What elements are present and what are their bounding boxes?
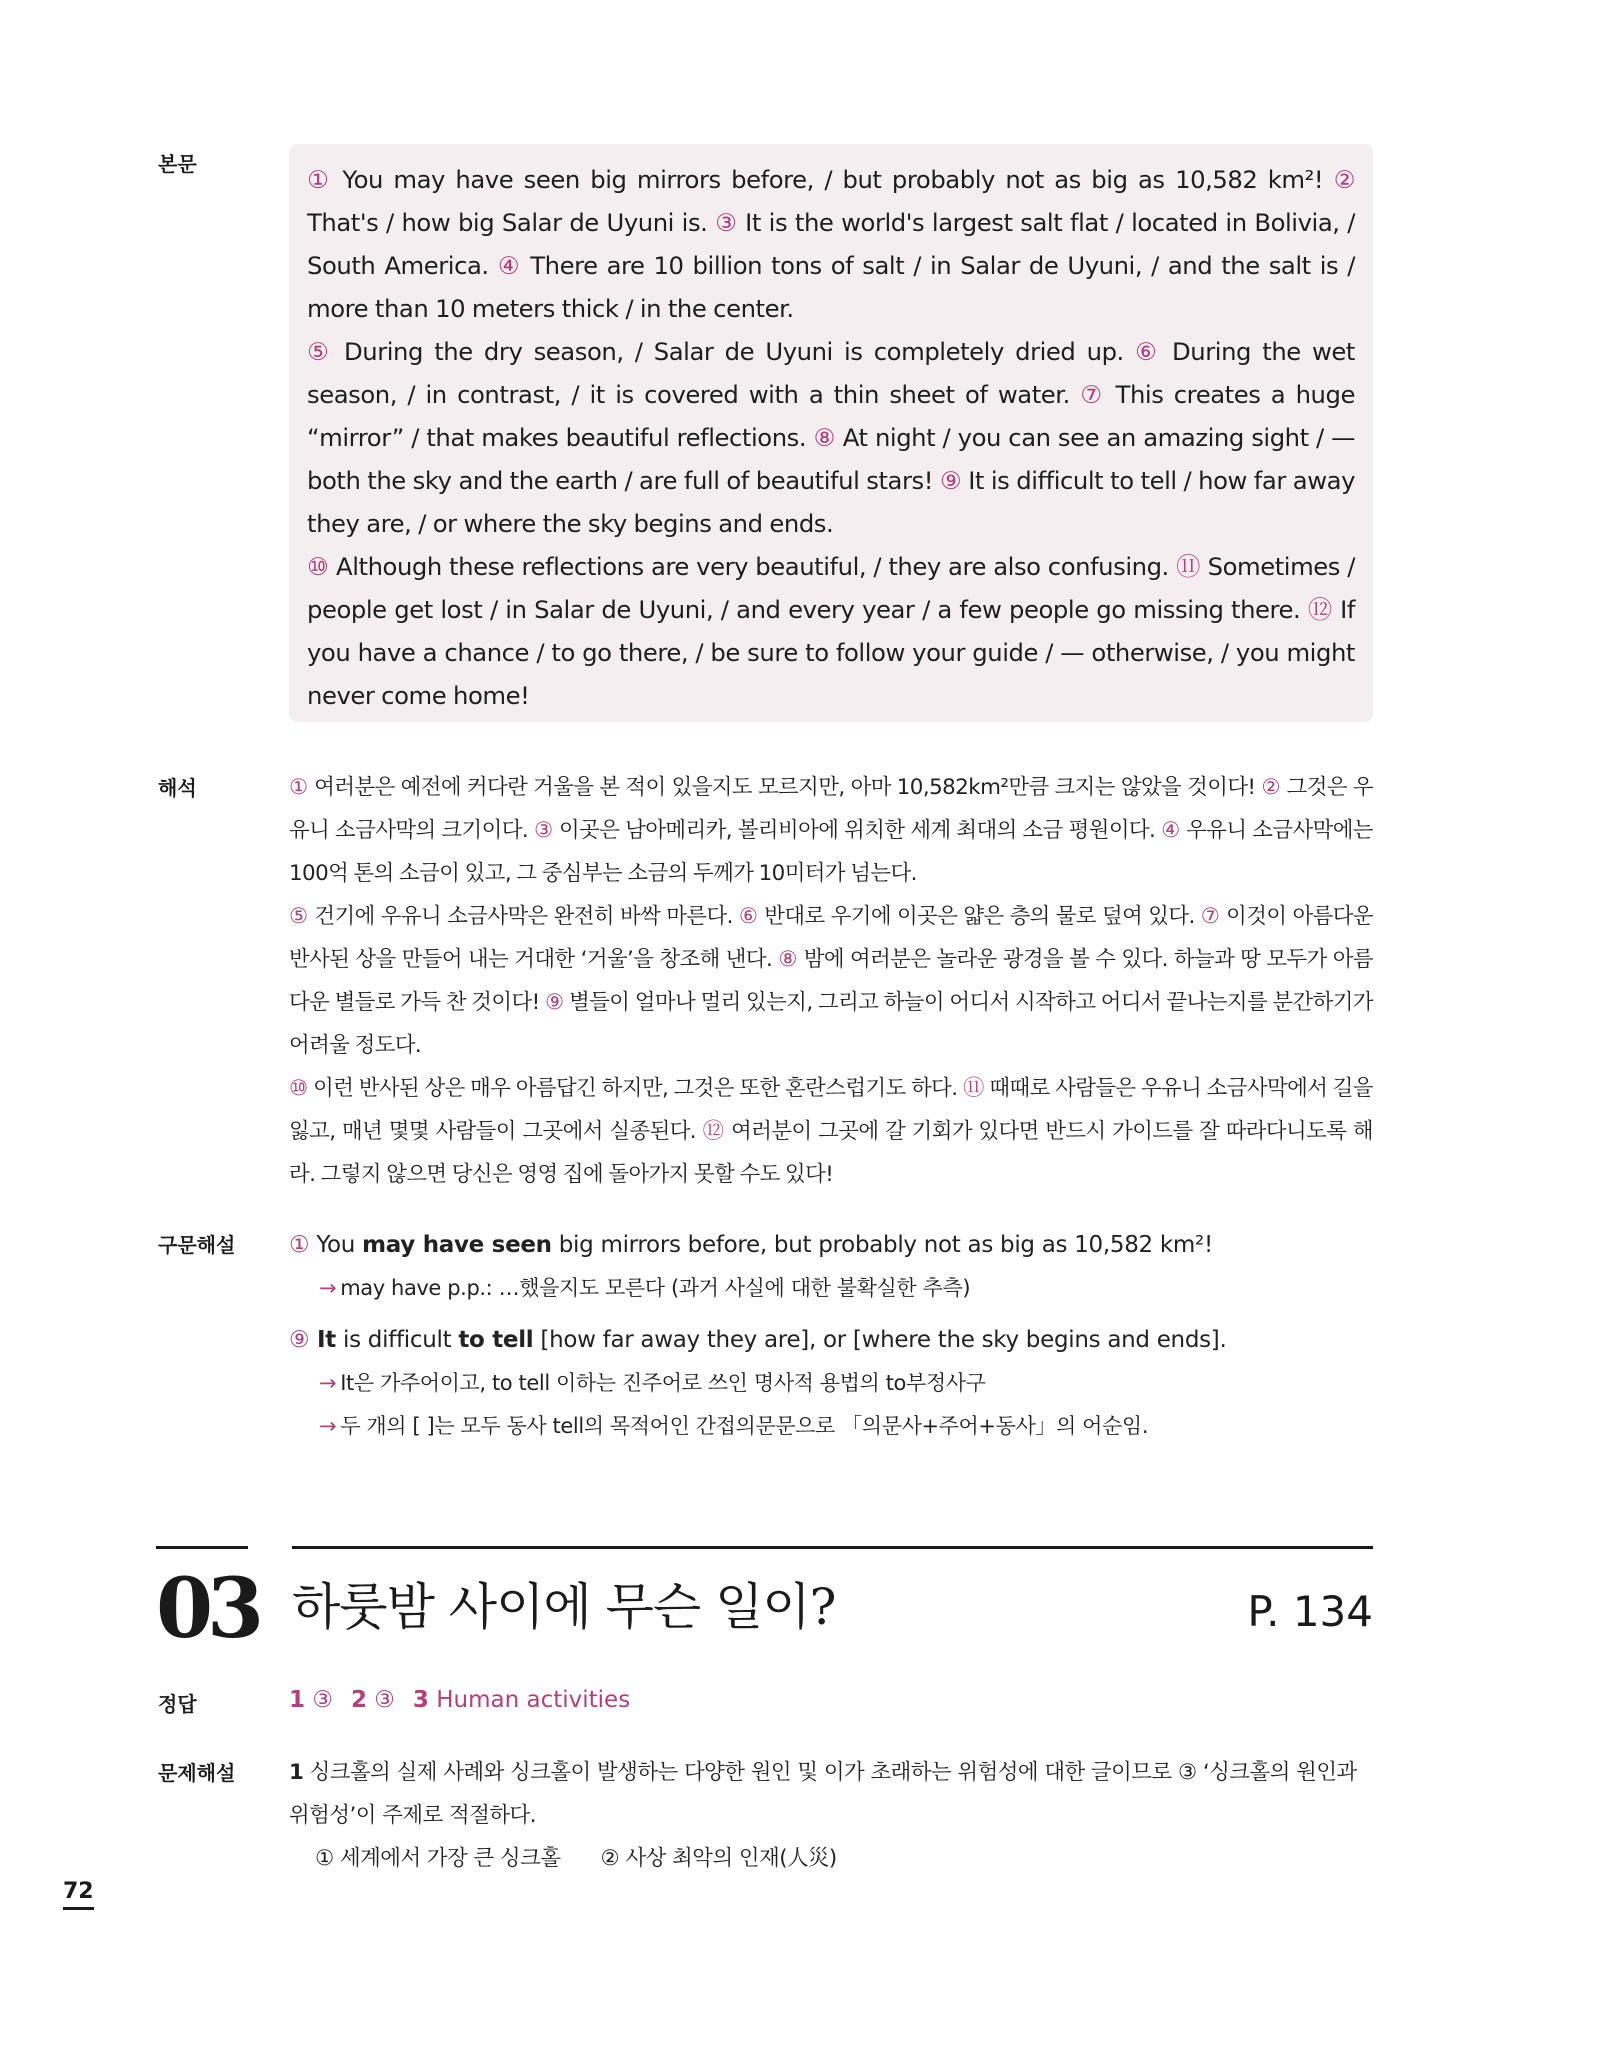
grammar-note: → 두 개의 [ ]는 모두 동사 tell의 목적어인 간접의문문으로 「의문사+주어+동사」의 어순임. <box>319 1414 1149 1438</box>
sentence-text: 밤에 여러분은 놀라운 광경을 볼 수 있다. 하늘과 땅 모두가 아름다운 별들로 가득 찬 것이다! <box>289 947 1373 1015</box>
sentence-text: 때때로 사람들은 우유니 소금사막에서 길을 잃고, 매년 몇몇 사람들이 그곳에서 실종된다. <box>289 1076 1373 1144</box>
sentence-number: ⑫ <box>1307 595 1333 624</box>
sentence-text: You <box>309 1232 363 1258</box>
sentence-number: ① <box>307 165 332 194</box>
answer-number: 2 <box>350 1687 367 1713</box>
sentence-text: There are 10 billion tons of salt / in Salar de Uyuni, / and the salt is / more than 10 meters thick / in the center. <box>307 251 1355 323</box>
grammar-notes <box>289 1224 1389 1448</box>
translation-paragraph <box>289 895 1373 1067</box>
sentence-number: ⑫ <box>702 1119 725 1144</box>
grammar-sentence-1 <box>289 1224 1389 1267</box>
sentence-text: Although these reflections are very beautiful, / they are also confusing. <box>328 552 1177 581</box>
answer-value: Human activities <box>428 1687 631 1713</box>
translation-paragraph <box>289 766 1373 895</box>
sentence-text: big mirrors before, but probably not as big as 10,582 km²! <box>551 1232 1213 1258</box>
sentence-number: ② <box>1261 775 1281 800</box>
sentence-text: 건기에 우유니 소금사막은 완전히 바싹 마른다. <box>308 904 739 929</box>
sentence-text: At night / you can see an amazing sight / — both the sky and the earth / are full of beautiful stars! <box>307 423 1355 495</box>
sentence-text: 이곳은 남아메리카, 볼리비아에 위치한 세계 최대의 소금 평원이다. <box>553 818 1162 843</box>
explanation-options: ① 세계에서 가장 큰 싱크홀 ② 사상 최악의 인재(人災) <box>315 1846 837 1871</box>
passage-paragraph <box>307 158 1355 330</box>
sentence-text: 우유니 소금사막에는 100억 톤의 소금이 있고, 그 중심부는 소금의 두께가 10미터가 넘는다. <box>289 818 1373 886</box>
label-explanation: 문제해설 <box>158 1761 236 1785</box>
grammar-note: → may have p.p.: …했을지도 모른다 (과거 사실에 대한 불확실한 추측) <box>319 1276 971 1300</box>
sentence-text: 여러분이 그곳에 갈 기회가 있다면 반드시 가이드를 잘 따라다니도록 해라. 그렇지 않으면 당신은 영영 집에 돌아가지 못할 수도 있다! <box>289 1119 1373 1187</box>
sentence-number: ② <box>1333 165 1355 194</box>
sentence-number: ⑧ <box>813 423 836 452</box>
sentence-text: If you have a chance / to go there, / be sure to follow your guide / — otherwise, / you might never come home! <box>307 595 1355 710</box>
sentence-text: 별들이 얼마나 멀리 있는지, 그리고 하늘이 어디서 시작하고 어디서 끝나는지를 분간하기가 어려울 정도다. <box>289 990 1373 1058</box>
passage-paragraph <box>307 545 1355 717</box>
sentence-number: ③ <box>533 818 554 843</box>
section-page-ref: P. 134 <box>1247 1587 1373 1636</box>
sentence-number: ⑨ <box>545 990 564 1015</box>
sentence-text: 반대로 우기에 이곳은 얇은 층의 물로 덮여 있다. <box>758 904 1201 929</box>
passage-box <box>289 144 1373 722</box>
sentence-number: ① <box>289 1232 310 1258</box>
answer-value: ③ <box>305 1687 333 1713</box>
sentence-text: During the wet season, / in contrast, / it is covered with a thin sheet of water. <box>307 337 1355 409</box>
label-passage: 본문 <box>158 152 197 176</box>
translation-paragraph <box>289 1067 1373 1196</box>
explanation <box>289 1751 1373 1880</box>
sentence-number: ⑦ <box>1080 380 1106 409</box>
page-number: 72 <box>63 1877 94 1910</box>
sentence-number: ③ <box>715 208 738 237</box>
sentence-text: Sometimes / people get lost / in Salar de Uyuni, / and every year / a few people go missing there. <box>307 552 1355 624</box>
sentence-text: You may have seen big mirrors before, / but probably not as big as 10,582 km²! <box>332 165 1334 194</box>
arrow-icon: → <box>319 1371 337 1395</box>
grammar-sentence-2 <box>289 1319 1389 1362</box>
sentence-number: ⑩ <box>307 552 329 581</box>
sentence-number: ⑪ <box>1176 552 1201 581</box>
arrow-icon: → <box>319 1414 337 1438</box>
sentence-text: 여러분은 예전에 커다란 거울을 본 적이 있을지도 모르지만, 아마 10,582km²만큼 크지는 않았을 것이다! <box>308 775 1262 800</box>
answer-item <box>413 1687 630 1713</box>
answer-number: 3 <box>412 1687 429 1713</box>
sentence-number: ⑥ <box>1135 337 1161 366</box>
answer-list <box>289 1682 648 1718</box>
sentence-number: ⑪ <box>962 1076 984 1101</box>
passage-paragraph <box>307 330 1355 545</box>
answer-value: ③ <box>366 1687 395 1713</box>
answer-item <box>351 1687 395 1713</box>
label-translation: 해석 <box>158 776 197 800</box>
key-phrase: It <box>309 1327 336 1353</box>
sentence-number: ④ <box>1161 818 1181 843</box>
section-number: 03 <box>156 1561 259 1657</box>
sentence-number: ⑨ <box>289 1327 310 1353</box>
arrow-icon: → <box>319 1276 337 1300</box>
sentence-text: This creates a huge “mirror” / that makes beautiful reflections. <box>307 380 1355 452</box>
sentence-number: ⑤ <box>289 904 309 929</box>
translation-text <box>289 766 1373 1196</box>
sentence-text: It is difficult to tell / how far away they are, / or where the sky begins and ends. <box>307 466 1355 538</box>
section-title: 하룻밤 사이에 무슨 일이? <box>292 1578 836 1636</box>
key-phrase: may have seen <box>362 1232 552 1258</box>
sentence-number: ⑩ <box>289 1076 308 1101</box>
sentence-number: ⑨ <box>939 466 962 495</box>
grammar-note: → It은 가주어이고, to tell 이하는 진주어로 쓰인 명사적 용법의 to부정사구 <box>319 1371 986 1395</box>
sentence-text: [how far away they are], or [where the sky begins and ends]. <box>533 1327 1227 1353</box>
sentence-text: 이런 반사된 상은 매우 아름답긴 하지만, 그것은 또한 혼란스럽기도 하다. <box>307 1076 963 1101</box>
answer-item <box>289 1687 333 1713</box>
sentence-number: ⑥ <box>738 904 759 929</box>
sentence-number: ⑧ <box>778 947 798 972</box>
sentence-number: ⑤ <box>307 337 333 366</box>
sentence-number: ① <box>289 775 309 800</box>
section-rule-left <box>156 1546 248 1549</box>
sentence-text: 그것은 우유니 소금사막의 크기이다. <box>289 775 1373 843</box>
sentence-number: ⑦ <box>1200 904 1221 929</box>
label-answer: 정답 <box>158 1692 197 1716</box>
sentence-number: ④ <box>497 251 522 280</box>
sentence-text: That's / how big Salar de Uyuni is. <box>307 208 716 237</box>
answer-number: 1 <box>289 1687 306 1713</box>
key-phrase: to tell <box>458 1327 534 1353</box>
section-rule-right <box>292 1546 1373 1549</box>
sentence-text: During the dry season, / Salar de Uyuni is completely dried up. <box>332 337 1136 366</box>
sentence-text: It is the world's largest salt flat / located in Bolivia, / South America. <box>307 208 1355 280</box>
sentence-text: 이것이 아름다운 반사된 상을 만들어 내는 거대한 ‘거울’을 창조해 낸다. <box>289 904 1373 972</box>
sentence-text: is difficult <box>336 1327 459 1353</box>
explanation-text: 1 싱크홀의 실제 사례와 싱크홀이 발생하는 다양한 원인 및 이가 초래하는 위험성에 대한 글이므로 ③ ‘싱크홀의 원인과 위험성’이 주제로 적절하다. <box>289 1760 1357 1828</box>
label-grammar: 구문해설 <box>158 1233 236 1257</box>
